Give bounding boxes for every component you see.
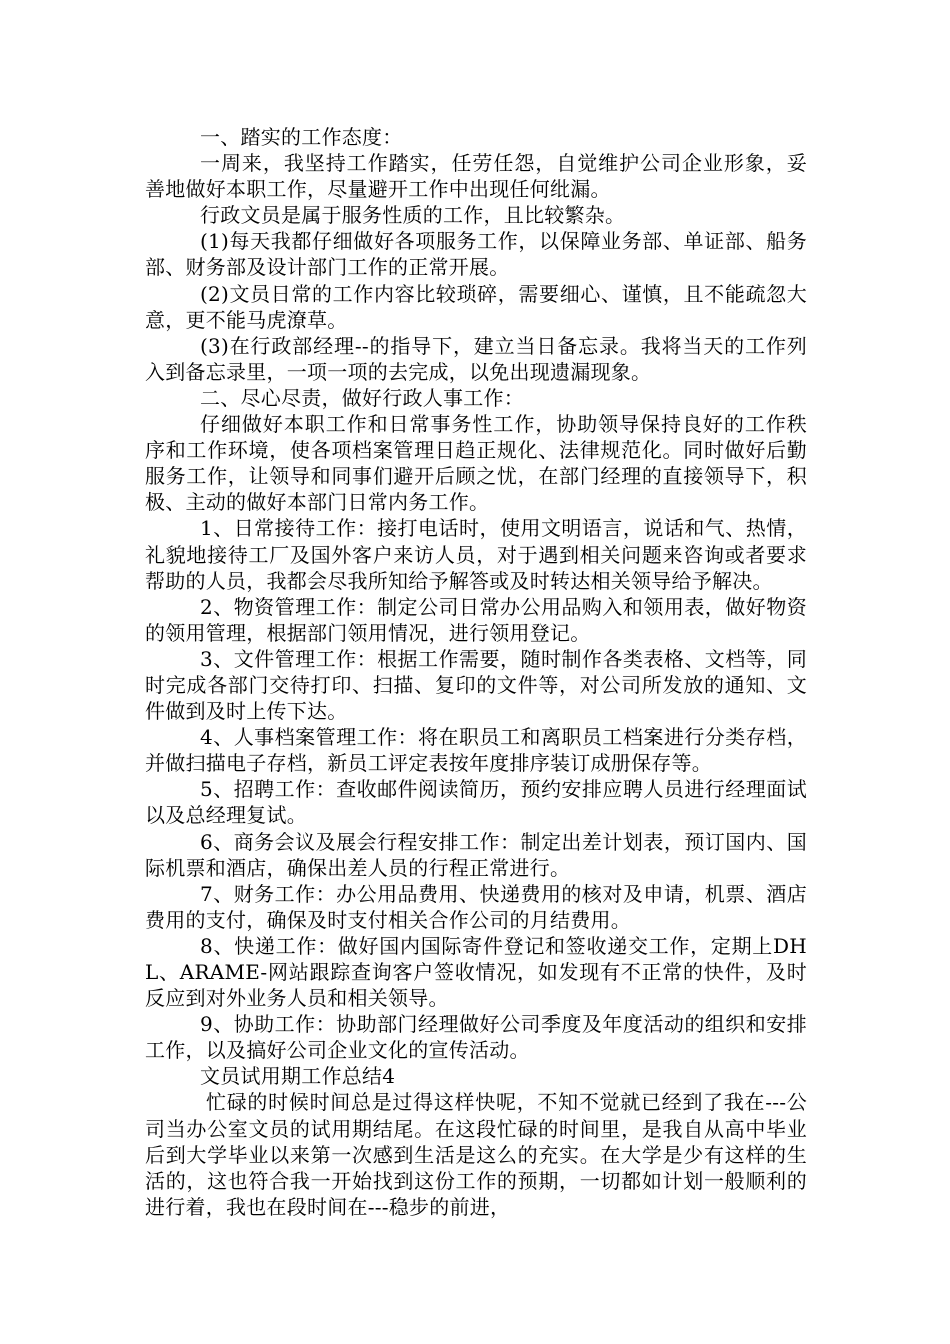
paragraph: 仔细做好本职工作和日常事务性工作，协助领导保持良好的工作秩序和工作环境，使各项档案管理日趋正规化、法律规范化。同时做好后勤服务工作，让领导和同事们避开后顾之忧，在部门经理的直接领导下，积极、主动的做好本部门日常内务工作。 bbox=[145, 412, 807, 515]
section-heading-work-attitude: 一、踏实的工作态度： bbox=[200, 125, 403, 149]
document-body bbox=[145, 124, 807, 1220]
paragraph: 行政文员是属于服务性质的工作，且比较繁杂。 bbox=[200, 203, 626, 228]
list-item: (3)在行政部经理--的指导下，建立当日备忘录。我将当天的工作列入到备忘录里，一项一项的去完成，以免出现遗漏现象。 bbox=[145, 333, 807, 384]
paragraph: 一周来，我坚持工作踏实，任劳任怨，自觉维护公司企业形象，妥善地做好本职工作，尽量避开工作中出现任何纰漏。 bbox=[145, 151, 807, 202]
list-item: 5、招聘工作：查收邮件阅读简历，预约安排应聘人员进行经理面试以及总经理复试。 bbox=[145, 777, 807, 828]
list-item: 4、人事档案管理工作：将在职员工和离职员工档案进行分类存档，并做扫描电子存档，新员工评定表按年度排序装订成册保存等。 bbox=[145, 725, 807, 776]
section-heading-admin-work: 二、尽心尽责，做好行政人事工作： bbox=[200, 385, 524, 410]
list-item: (2)文员日常的工作内容比较琐碎，需要细心、谨慎，且不能疏忽大意，更不能马虎潦草。 bbox=[145, 281, 807, 332]
list-item: 7、财务工作：办公用品费用、快递费用的核对及申请，机票、酒店费用的支付，确保及时支付相关合作公司的月结费用。 bbox=[145, 881, 807, 932]
list-item: 8、快递工作：做好国内国际寄件登记和签收递交工作，定期上DHL、ARAME-网站跟踪查询客户签收情况，如发现有不正常的快件，及时反应到对外业务人员和相关领导。 bbox=[145, 933, 807, 1011]
list-item: (1)每天我都仔细做好各项服务工作，以保障业务部、单证部、船务部、财务部及设计部门工作的正常开展。 bbox=[145, 229, 807, 280]
list-item: 2、物资管理工作：制定公司日常办公用品购入和领用表，做好物资的领用管理，根据部门领用情况，进行领用登记。 bbox=[145, 594, 807, 645]
list-item: 3、文件管理工作：根据工作需要，随时制作各类表格、文档等，同时完成各部门交待打印、扫描、复印的文件等，对公司所发放的通知、文件做到及时上传下达。 bbox=[145, 646, 807, 724]
section-title: 文员试用期工作总结4 bbox=[200, 1064, 396, 1089]
list-item: 9、协助工作：协助部门经理做好公司季度及年度活动的组织和安排工作，以及搞好公司企业文化的宣传活动。 bbox=[145, 1012, 807, 1063]
list-item: 1、日常接待工作：接打电话时，使用文明语言，说话和气、热情，礼貌地接待工厂及国外客户来访人员，对于遇到相关问题来咨询或者要求帮助的人员，我都会尽我所知给予解答或及时转达相关领导给予解决。 bbox=[145, 516, 807, 593]
paragraph: 忙碌的时候时间总是过得这样快呢，不知不觉就已经到了我在---公司当办公室文员的试用期结尾。在这段忙碌的时间里，是我自从高中毕业后到大学毕业以来第一次感到生活是这么的充实。在大学是少有这样的生活的，这也符合我一开始找到这份工作的预期，一切都如计划一般顺利的进行着，我也在段时间在---稳步的前进， bbox=[145, 1090, 807, 1219]
list-item: 6、商务会议及展会行程安排工作：制定出差计划表，预订国内、国际机票和酒店，确保出差人员的行程正常进行。 bbox=[145, 829, 807, 880]
